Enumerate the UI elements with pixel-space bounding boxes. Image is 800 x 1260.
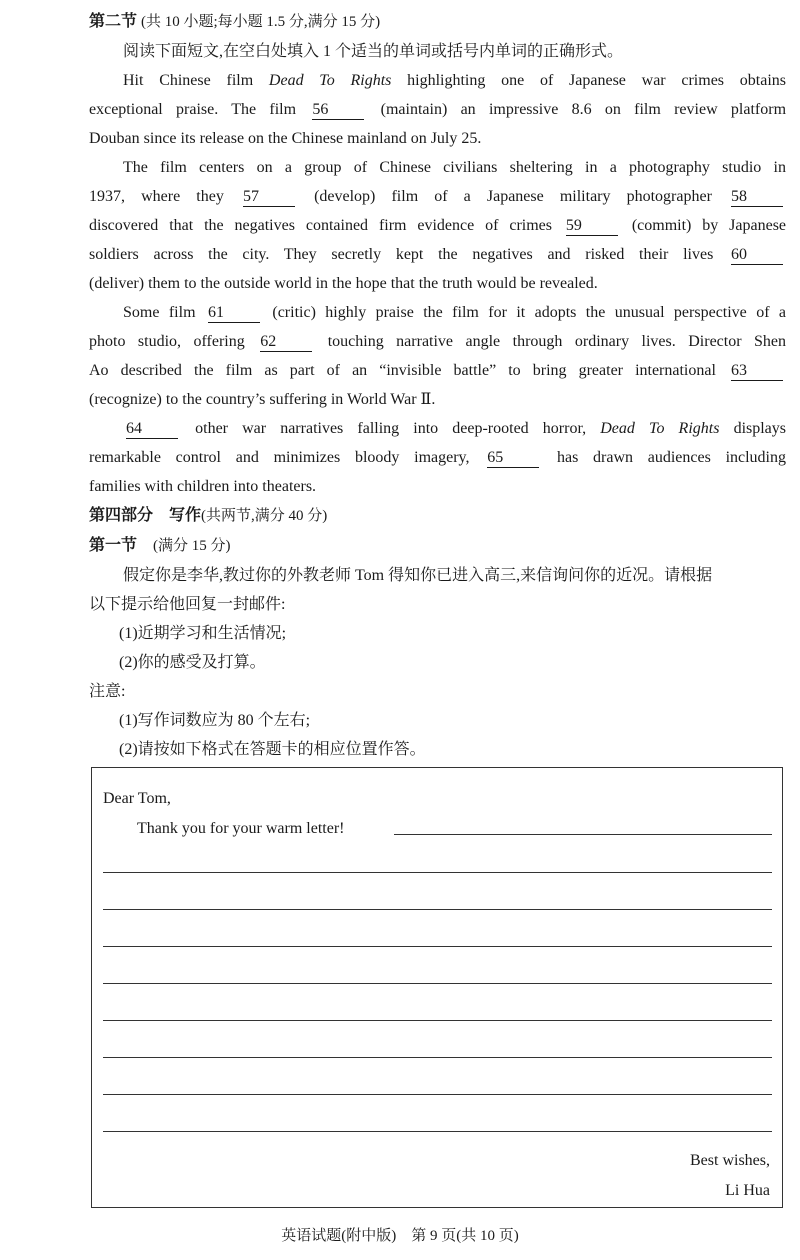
instruction: 阅读下面短文,在空白处填入 1 个适当的单词或括号内单词的正确形式。 [123,43,624,60]
blank-59: 59 [566,217,618,236]
writing-line [103,1020,772,1021]
passage-line: families with children into theaters. [89,478,317,495]
blank-56: 56 [312,101,364,120]
writing-line [103,1131,772,1132]
letter-signature: Li Hua [725,1182,770,1199]
passage-line: (deliver) them to the outside world in the hope that the truth would be revealed. [89,275,598,292]
letter-closing: Best wishes, [690,1152,770,1169]
writing-line [103,983,772,984]
writing-prompt: 假定你是李华,教过你的外教老师 Tom 得知你已进入高三,来信询问你的近况。请根据 [123,567,713,584]
writing-line [103,1057,772,1058]
passage-line: 64 other war narratives falling into deep-rooted horror, Dead To Rights displays [126,420,787,437]
letter-greeting: Dear Tom, [103,790,171,807]
part4-heading: 第四部分 写作(共两节,满分 40 分) [89,507,328,524]
blank-62: 62 [260,333,312,352]
writing-line [394,834,772,835]
blank-63: 63 [731,362,783,381]
prompt-point: (1)近期学习和生活情况; [119,625,287,642]
passage-line: Some film 61 (critic) highly praise the film for it adopts the unusual perspective of a [123,304,787,321]
blank-58: 58 [731,188,783,207]
writing-line [103,1094,772,1095]
blank-65: 65 [487,449,539,468]
writing-line [103,872,772,873]
passage-line: exceptional praise. The film 56 (maintain) an impressive 8.6 on film review platform [89,101,787,118]
passage-line: The film centers on a group of Chinese civilians sheltering in a photography studio in [123,159,786,176]
writing-prompt: 以下提示给他回复一封邮件: [89,596,286,613]
passage-line: Douban since its release on the Chinese mainland on July 25. [89,130,482,147]
page-footer: 英语试题(附中版) 第 9 页(共 10 页) [281,1228,519,1244]
notice-label: 注意: [89,683,126,700]
passage-line: soldiers across the city. They secretly kept the negatives and risked their lives 60 [89,240,786,269]
passage-line: Hit Chinese film Dead To Rights highlighting one of Japanese war crimes obtains [123,72,786,89]
blank-61: 61 [208,304,260,323]
passage-line: remarkable control and minimizes bloody imagery, 65 has drawn audiences including [89,449,787,466]
writing-line [103,909,772,910]
blank-64: 64 [126,420,178,439]
answer-box [91,767,783,1208]
exam-page [89,7,786,764]
passage-line: Ao described the film as part of an “invisible battle” to bring greater international 63 [89,356,786,385]
writing-line [103,946,772,947]
letter-opening: Thank you for your warm letter! [137,820,345,837]
blank-60: 60 [731,246,783,265]
passage-line: photo studio, offering 62 touching narrative angle through ordinary lives. Director Shen [89,333,787,350]
notice-item: (1)写作词数应为 80 个左右; [119,712,311,729]
prompt-point: (2)你的感受及打算。 [119,654,266,671]
passage-line: discovered that the negatives contained firm evidence of crimes 59 (commit) by Japanese [89,217,787,234]
notice-item: (2)请按如下格式在答题卡的相应位置作答。 [119,741,426,758]
passage-line: (recognize) to the country’s suffering in World War Ⅱ. [89,391,436,408]
blank-57: 57 [243,188,295,207]
passage-line: 1937, where they 57 (develop) film of a Japanese military photographer 58 [89,182,786,211]
section1-heading: 第一节 (满分 15 分) [89,537,231,554]
section2-heading: 第二节 (共 10 小题;每小题 1.5 分,满分 15 分) [89,13,381,30]
